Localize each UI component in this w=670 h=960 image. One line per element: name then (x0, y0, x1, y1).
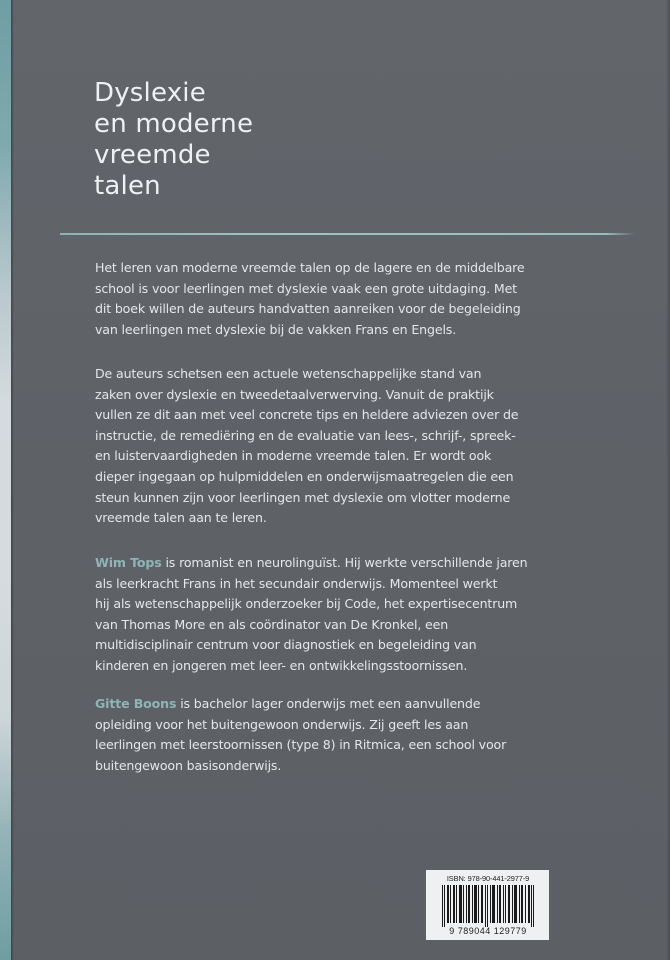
text-line: vreemde talen aan te leren. (95, 510, 267, 526)
text-line: dit boek willen de auteurs handvatten aanreiken voor de begeleiding (95, 301, 521, 317)
isbn-label: ISBN: 978-90-441-2977-9 (446, 874, 530, 883)
text-line: dieper ingegaan op hulpmiddelen en onderwijsmaatregelen die een (95, 468, 514, 484)
blurb-paragraph-intro (95, 258, 615, 340)
text-line (95, 553, 615, 574)
title-line: talen (94, 171, 161, 201)
text-line: multidisciplinair centrum voor diagnostiek en begeleiding van (95, 637, 477, 653)
author-name: Wim Tops (95, 555, 162, 570)
title-divider-rule (60, 233, 635, 235)
isbn-barcode (426, 870, 549, 940)
text-line: buitengewoon basisonderwijs. (95, 757, 282, 773)
bio-text: is romanist en neurolinguïst. Hij werkte verschillende jaren (161, 555, 528, 570)
text-line (95, 694, 615, 715)
title-line: en moderne (94, 109, 254, 139)
text-line: van leerlingen met dyslexie bij de vakken Frans en Engels. (95, 321, 457, 337)
barcode-digits: 9 789044 129779 (449, 926, 527, 936)
text-line: school is voor leerlingen met dyslexie vaak een grote uitdaging. Met (95, 280, 517, 296)
bio-text: is bachelor lager onderwijs met een aanvullende (176, 696, 481, 711)
text-line: en luistervaardigheden in moderne vreemde talen. Er wordt ook (95, 448, 492, 464)
text-line: hij als wetenschappelijk onderzoeker bij Code, het expertisecentrum (95, 596, 518, 612)
author-name: Gitte Boons (95, 696, 177, 711)
right-edge-shadow (666, 0, 670, 960)
text-line: opleiding voor het buitengewoon onderwijs. Zij geeft les aan (95, 716, 469, 732)
author-bio-wim-tops (95, 553, 615, 677)
title-line: Dyslexie (94, 78, 206, 108)
blurb-paragraph-content (95, 364, 615, 529)
spine-edge-strip (0, 0, 11, 960)
text-line: als leerkracht Frans in het secundair onderwijs. Momenteel werkt (95, 575, 498, 591)
text-line: kinderen en jongeren met leer- en ontwikkelingsstoornissen. (95, 657, 468, 673)
text-line: van Thomas More en als coördinator van De Kronkel, een (95, 616, 449, 632)
title-line: vreemde (94, 140, 211, 170)
barcode-bars-icon (442, 885, 534, 927)
author-bio-gitte-boons (95, 694, 615, 776)
text-line: leerlingen met leerstoornissen (type 8) in Ritmica, een school voor (95, 737, 507, 753)
book-title (94, 78, 253, 202)
text-line: steun kunnen zijn voor leerlingen met dyslexie om vlotter moderne (95, 489, 511, 505)
text-line: Het leren van moderne vreemde talen op de lagere en de middelbare (95, 260, 525, 275)
text-line: vullen ze dit aan met veel concrete tips en heldere adviezen over de (95, 407, 519, 423)
text-line: instructie, de remediëring en de evaluatie van lees-, schrijf-, spreek- (95, 427, 516, 443)
spine-shadow (11, 0, 14, 960)
text-line: De auteurs schetsen een actuele wetenschappelijke stand van (95, 366, 482, 381)
text-line: zaken over dyslexie en tweedetaalverwerving. Vanuit de praktijk (95, 386, 494, 402)
